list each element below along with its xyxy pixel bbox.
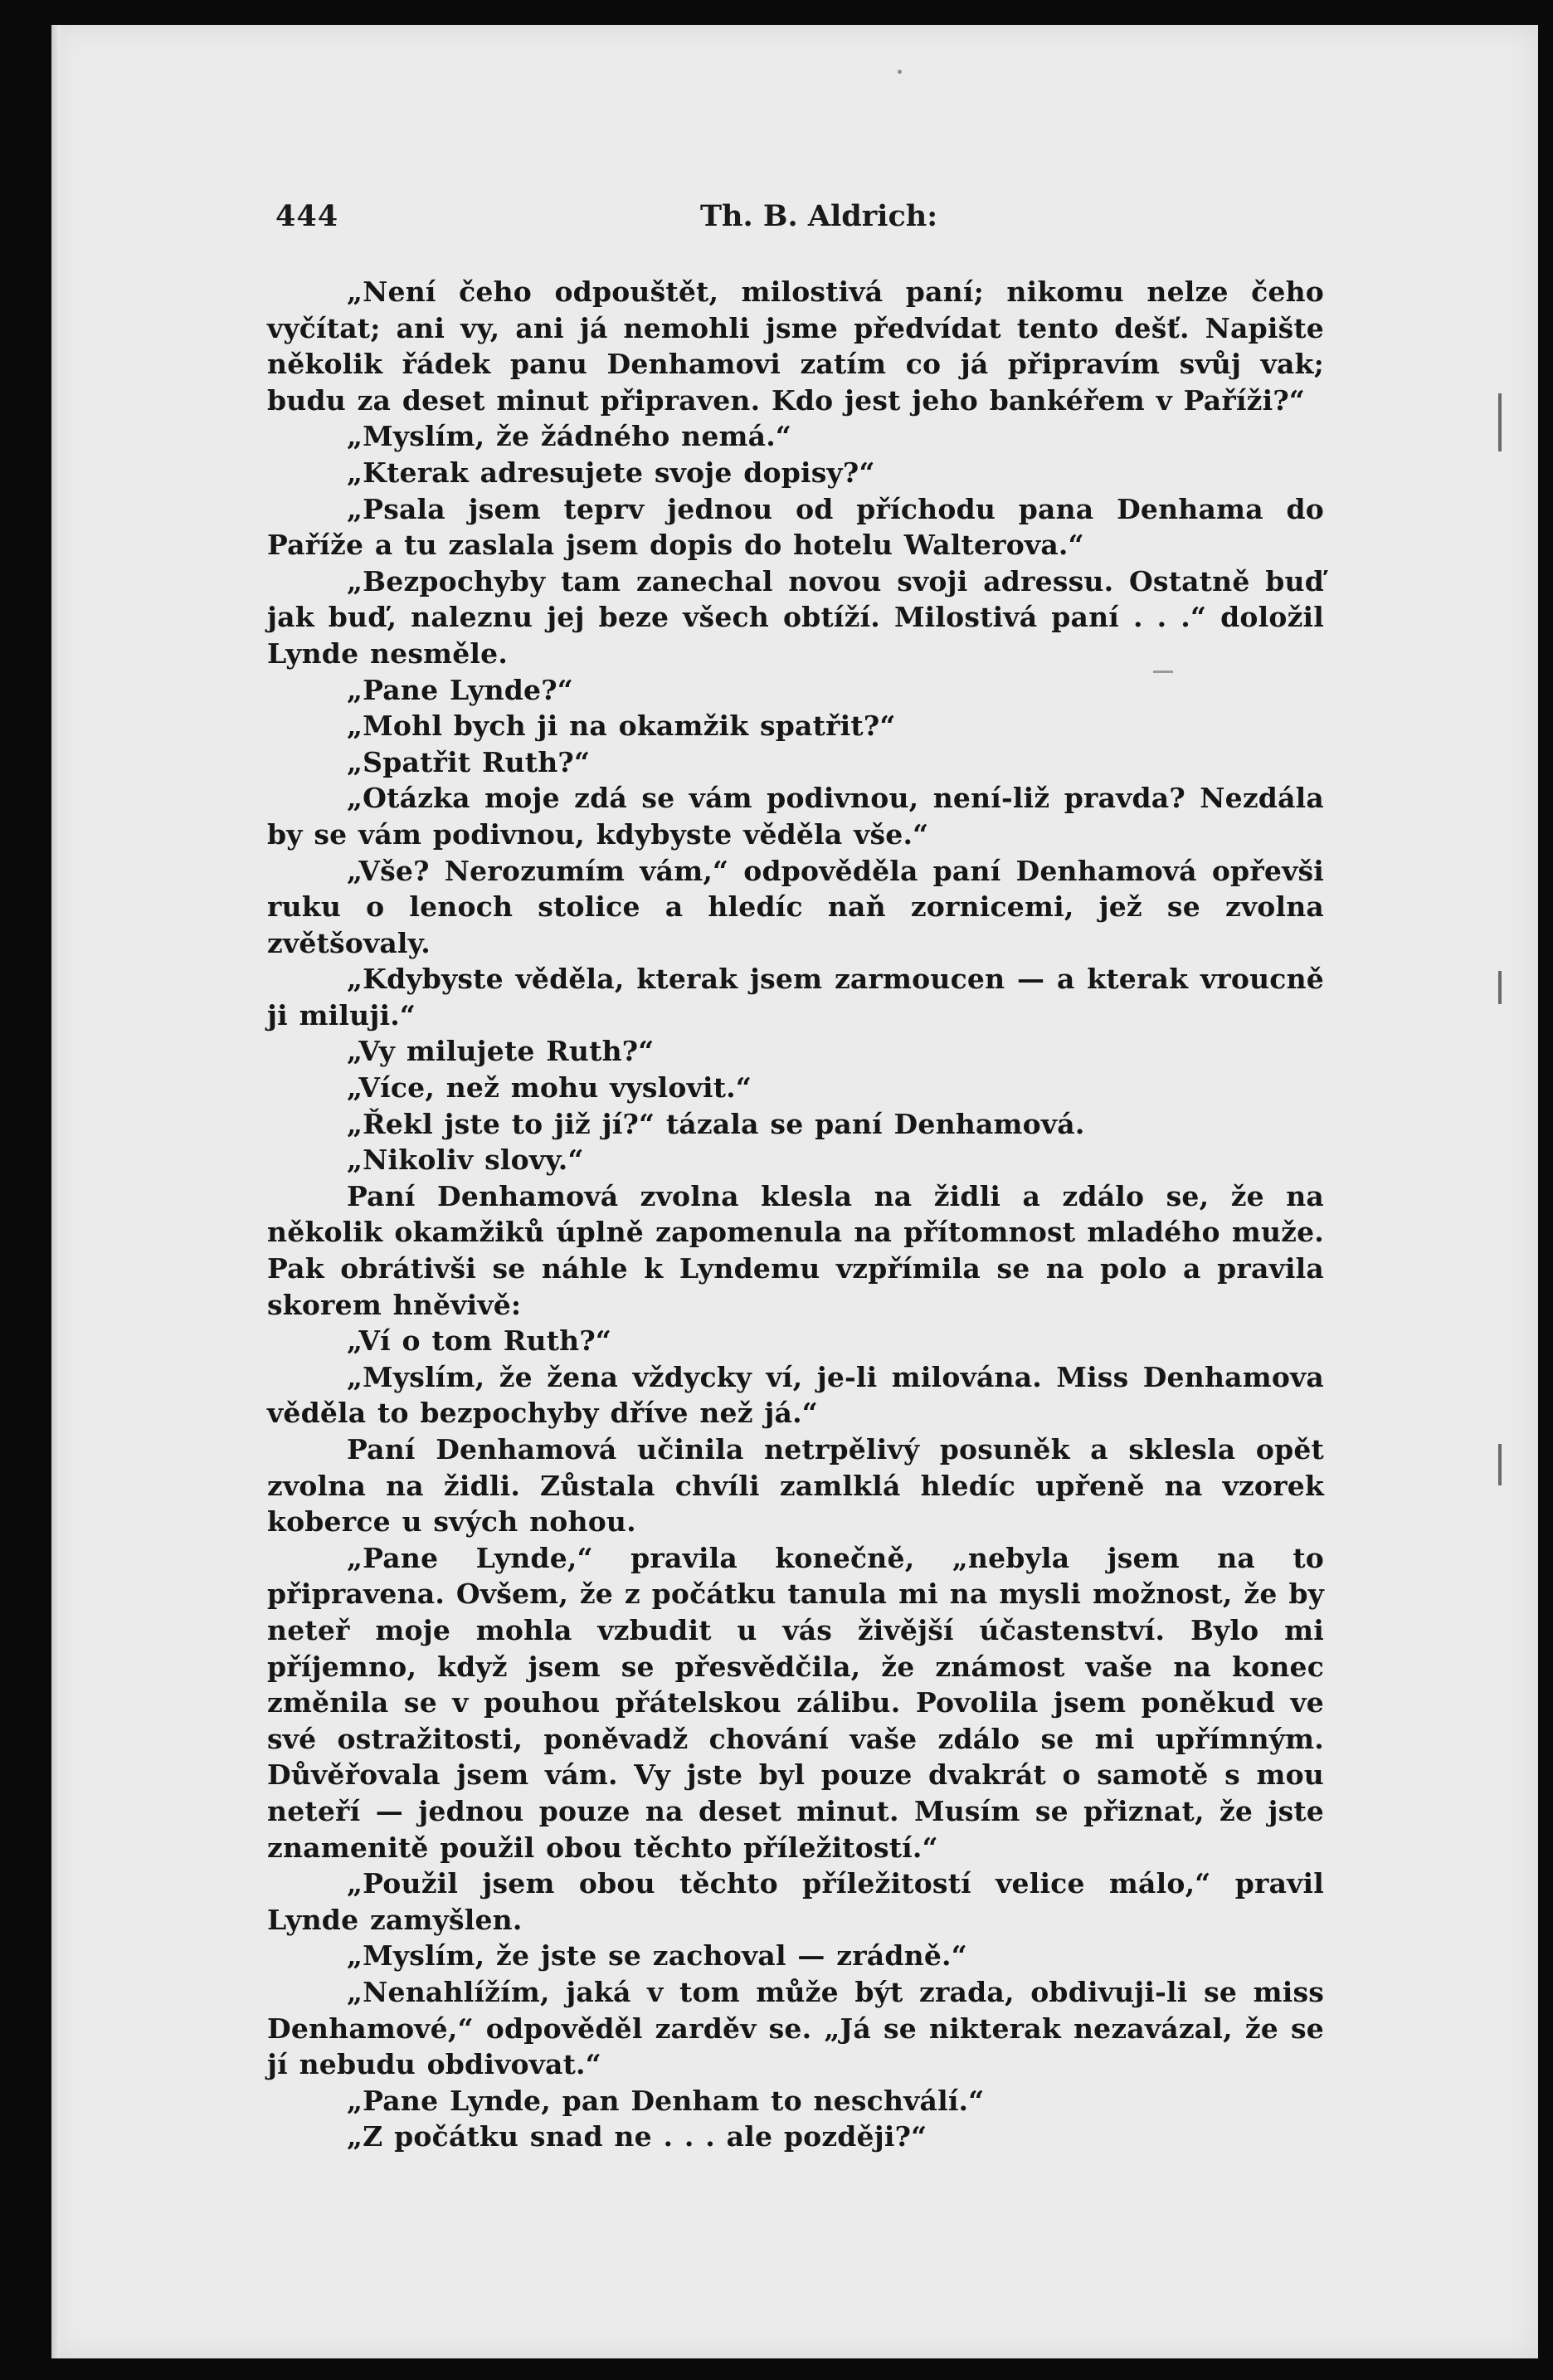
paragraph: „Mohl bych ji na okamžik spatřit?“ <box>347 710 896 743</box>
paragraph: „Použil jsem obou těchto příležitostí velice málo,“ pravil Lynde zamyšlen. <box>267 1867 1324 1936</box>
paragraph: „Vy milujete Ruth?“ <box>347 1035 655 1068</box>
paragraph: Paní Denhamová učinila netrpělivý posuněk a sklesla opět zvolna na židli. Zůstala chvíli zamlklá hledíc upřeně na vzorek koberce u svých nohou. <box>267 1433 1324 1539</box>
scan-edge-mark <box>1498 393 1502 451</box>
scan-speck <box>898 70 902 74</box>
paragraph: „Ví o tom Ruth?“ <box>347 1324 612 1358</box>
paragraph: „Vše? Nerozumím vám,“ odpověděla paní Denhamová opřevši ruku o lenoch stolice a hledíc naň zornicemi, jež se zvolna zvětšovaly. <box>267 854 1324 959</box>
paragraph: „Kterak adresujete svoje dopisy?“ <box>347 456 875 489</box>
paragraph: „Myslím, že jste se zachoval — zrádně.“ <box>347 1939 967 1973</box>
running-title: Th. B. Aldrich: <box>700 199 938 233</box>
paragraph: „Není čeho odpouštět, milostivá paní; nikomu nelze čeho vyčítat; ani vy, ani já nemohli jsme předvídat tento dešť. Napište několik řádek panu Denhamovi zatím co já připravím svůj vak; budu za deset minut připraven. Kdo jest jeho bankéřem v Paříži?“ <box>267 276 1324 417</box>
paragraph: „Otázka moje zdá se vám podivnou, není-liž pravda? Nezdála by se vám podivnou, kdybyste věděla vše.“ <box>267 782 1324 851</box>
paragraph: „Více, než mohu vyslovit.“ <box>347 1071 752 1105</box>
paragraph: „Myslím, že žena vždycky ví, je-li milována. Miss Denhamova věděla to bezpochyby dříve než já.“ <box>267 1360 1324 1430</box>
page-number: 444 <box>275 199 339 233</box>
paragraph: „Z počátku snad ne . . . ale později?“ <box>347 2120 927 2153</box>
scan-edge-mark <box>1498 971 1502 1004</box>
paragraph: „Bezpochyby tam zanechal novou svoji adressu. Ostatně buď jak buď, naleznu jej beze všech obtíží. Milostivá paní . . .“ doložil Lynde nesměle. <box>267 564 1324 670</box>
paragraph: „Spatřit Ruth?“ <box>347 745 591 778</box>
scan-edge-mark <box>1498 1444 1502 1485</box>
paragraph: „Nenahlížím, jaká v tom může být zrada, obdivuji-li se miss Denhamové,“ odpověděl zarděv se. „Já se nikterak nezavázal, že se jí nebudu obdivovat.“ <box>267 1975 1324 2081</box>
paragraph: „Myslím, že žádného nemá.“ <box>347 420 792 453</box>
paragraph: „Pane Lynde,“ pravila konečně, „nebyla jsem na to připravena. Ovšem, že z počátku tanula mi na mysli možnost, že by neteř moje mohla vzbudit u vás živější účastenství. Bylo mi příjemno, když jsem se přesvědčila, že známost vaše na konec změnila se v pouhou přátelskou zálibu. Povolila jsem poněkud ve své ostražitosti, poněvadž chování vaše zdálo se mi upřímným. Důvěřovala jsem vám. Vy jste byl pouze dvakrát o samotě s mou neteří — jednou pouze na deset minut. Musím se přiznat, že jste znamenitě použil obou těchto příležitostí.“ <box>267 1541 1324 1864</box>
paragraph: „Pane Lynde?“ <box>347 673 573 706</box>
paragraph: „Řekl jste to již jí?“ tázala se paní Denhamová. <box>347 1107 1085 1140</box>
page-edge <box>51 25 60 2358</box>
page-header <box>275 199 1337 241</box>
paragraph: „Nikoliv slovy.“ <box>347 1144 584 1177</box>
paragraph: „Psala jsem teprv jednou od příchodu pana Denhama do Paříže a tu zaslala jsem dopis do hotelu Walterova.“ <box>267 492 1324 562</box>
body-text <box>267 274 1324 2155</box>
paragraph: „Pane Lynde, pan Denham to neschválí.“ <box>347 2084 985 2117</box>
paragraph: Paní Denhamová zvolna klesla na židli a zdálo se, že na několik okamžiků úplně zapomenula na přítomnost mladého muže. Pak obrátivši se náhle k Lyndemu vzpřímila se na polo a pravila skorem hněvivě: <box>267 1179 1324 1321</box>
paragraph: „Kdybyste věděla, kterak jsem zarmoucen — a kterak vroucně ji miluji.“ <box>267 963 1324 1031</box>
